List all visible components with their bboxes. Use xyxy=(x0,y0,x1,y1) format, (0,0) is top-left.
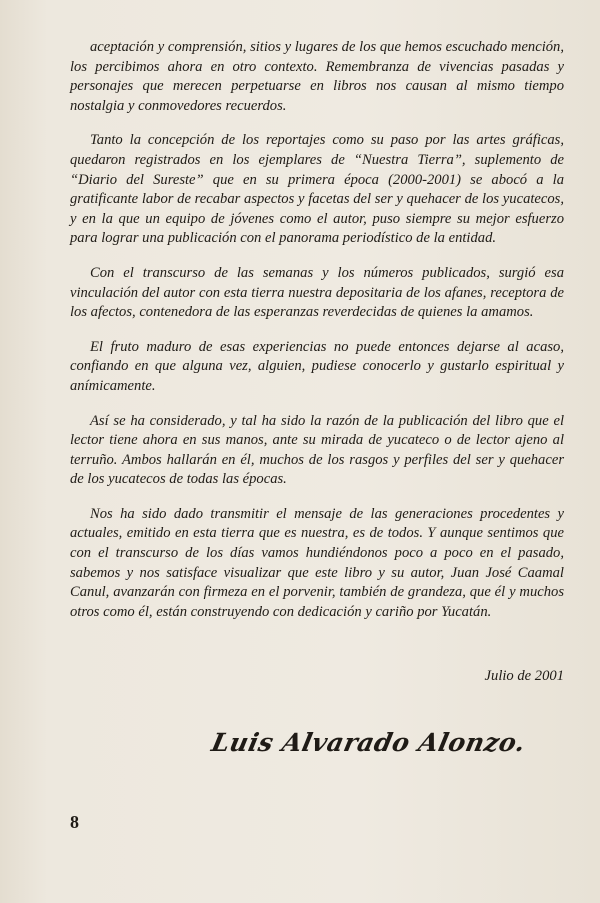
paragraph: Tanto la concepción de los reportajes como su paso por las artes gráficas, quedaron registrados en los ejemplares de “Nuestra Tierra”, suplemento de “Diario del Sureste” que en su primera época (2000-2001) se abocó a la gratificante labor de recabar aspectos y facetas del ser y quehacer de los yucatecos, y en la que un equipo de jóvenes como el autor, puso siempre su mejor esfuerzo para lograr una publicación con el panorama periodístico de la entidad. xyxy=(70,132,564,247)
paragraph: Nos ha sido dado transmitir el mensaje de las generaciones procedentes y actuales, emitido en esta tierra que es nuestra, es de todos. Y aunque sentimos que con el transcurso de los días vamos hundiéndonos poco a poco en el pasado, sabemos y nos satisface visualizar que este libro y su autor, Juan José Caamal Canul, avanzarán con firmeza en el porvenir, también de grandeza, que él y muchos otros como él, están construyendo con dedicación y cariño por Yucatán. xyxy=(70,505,564,620)
body-text xyxy=(70,38,564,637)
paragraph: aceptación y comprensión, sitios y lugares de los que hemos escuchado mención, los percibimos ahora en otro contexto. Remembranza de vivencias pasadas y personajes que merecen perpetuarse en libros nos causan al mismo tiempo nostalgia y conmovedores recuerdos. xyxy=(70,39,564,114)
paragraph: Así se ha considerado, y tal ha sido la razón de la publicación del libro que el lector tiene ahora en sus manos, ante su mirada de yucateco o de lector ajeno al terruño. Ambos hallarán en él, muchos de los rasgos y perfiles del ser y quehacer de los yucatecos de todas las épocas. xyxy=(70,412,564,488)
paragraph: Con el transcurso de las semanas y los números publicados, surgió esa vinculación del autor con esta tierra nuestra depositaria de los afanes, receptora de los afectos, contenedora de las esperanzas reverdecidas de quienes la amamos. xyxy=(70,264,564,321)
author-signature: Luis Alvarado Alonzo. xyxy=(208,728,529,757)
date-line: Julio de 2001 xyxy=(484,668,564,684)
paragraph: El fruto maduro de esas experiencias no puede entonces dejarse al acaso, confiando en que alguna vez, alguien, pudiese conocerlo y gustarlo espiritual y anímicamente. xyxy=(70,338,564,394)
page-number: 8 xyxy=(70,812,79,832)
